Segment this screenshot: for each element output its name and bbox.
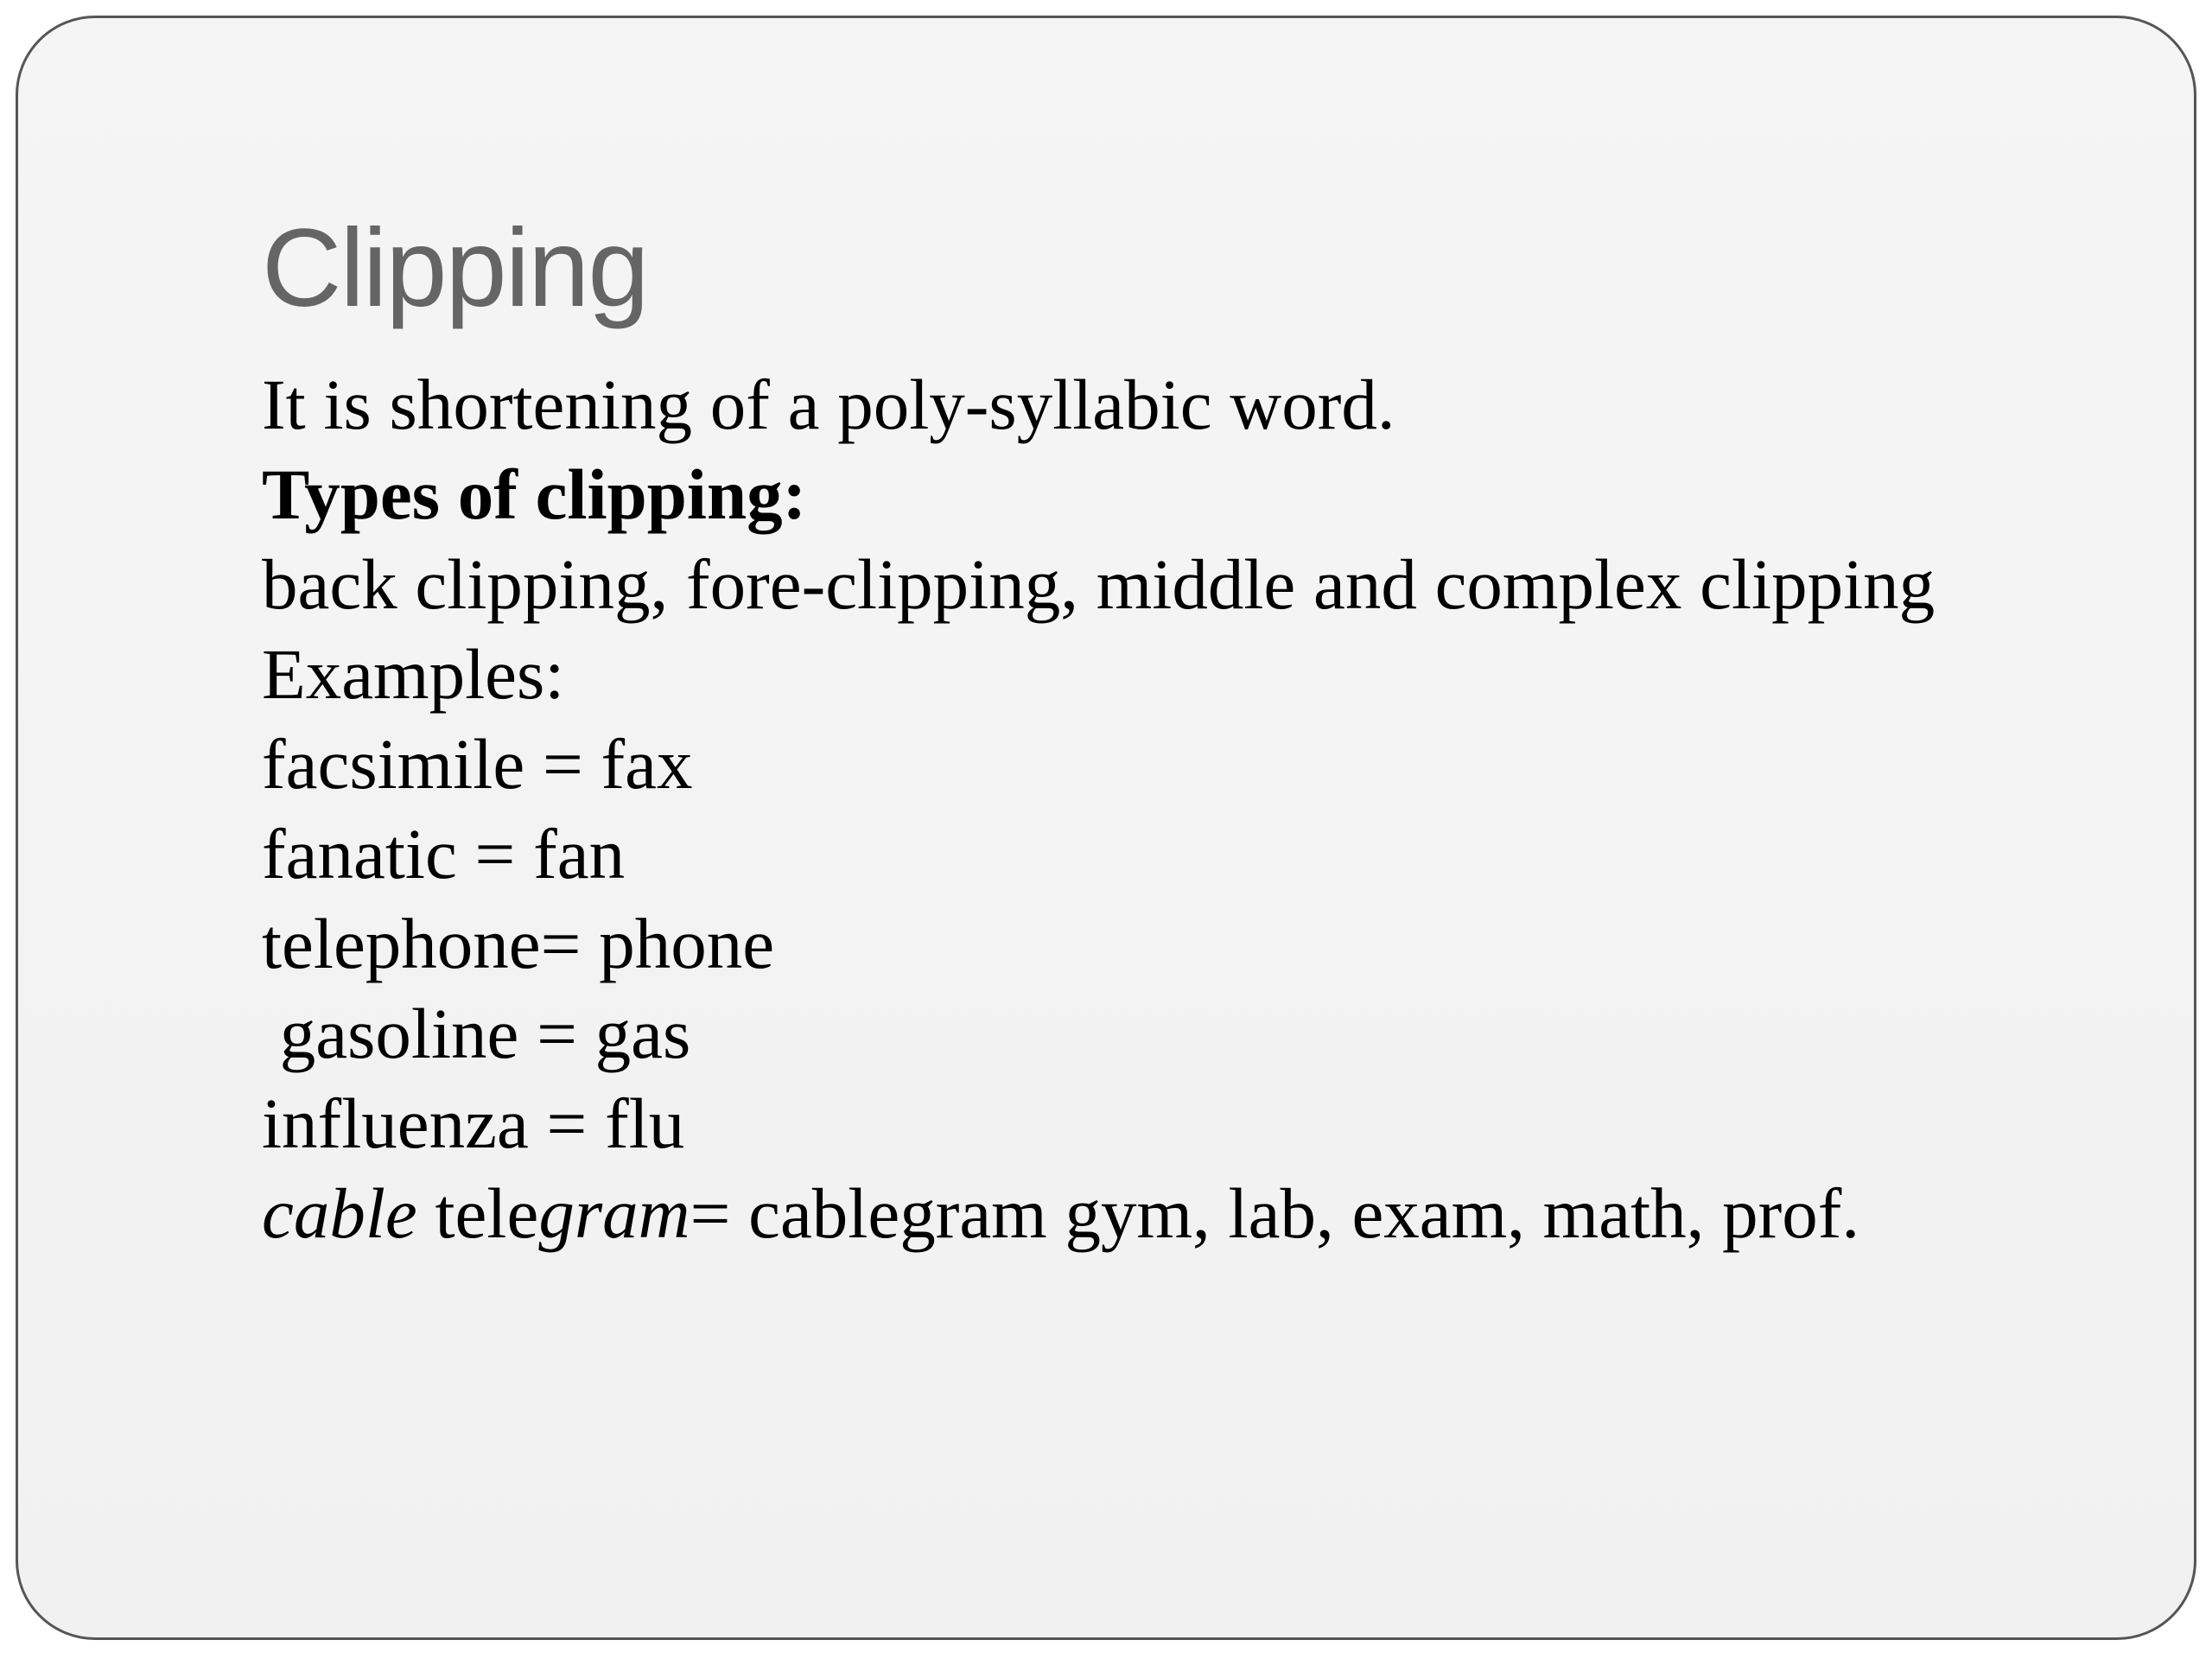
italic-text: gram xyxy=(538,1173,690,1253)
definition-line: It is shortening of a poly-syllabic word. xyxy=(262,365,1395,444)
examples-heading: Examples: xyxy=(262,634,565,714)
example-line: telephone= phone xyxy=(262,904,775,983)
italic-text: cable xyxy=(262,1173,417,1253)
plain-text: tele xyxy=(416,1173,539,1253)
types-line: back clipping, fore-clipping, middle and complex clipping xyxy=(262,544,1936,624)
types-heading: Types of clipping: xyxy=(262,454,807,534)
example-line: facsimile = fax xyxy=(262,724,693,804)
slide xyxy=(16,16,2196,1640)
slide-body xyxy=(262,359,2120,1258)
example-line: influenza = flu xyxy=(262,1084,685,1163)
example-line: fanatic = fan xyxy=(262,814,626,893)
example-line: gasoline = gas xyxy=(262,994,691,1073)
slide-title: Clipping xyxy=(262,207,648,330)
plain-text: = cablegram gym, lab, exam, math, prof. xyxy=(690,1173,1860,1253)
example-line-cablegram xyxy=(262,1168,2120,1258)
